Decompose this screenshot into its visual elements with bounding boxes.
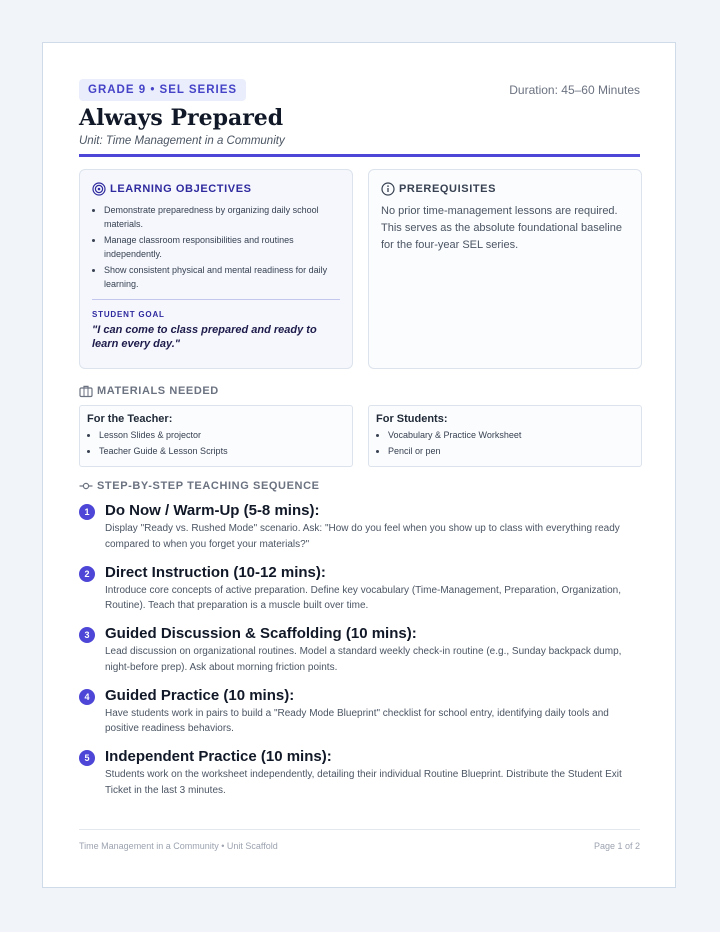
grade-badge: GRADE 9 • SEL SERIES bbox=[79, 79, 246, 101]
step-number: 2 bbox=[79, 566, 95, 582]
footer-divider bbox=[79, 829, 640, 830]
page-title: Always Prepared bbox=[79, 105, 284, 131]
step-title: Guided Practice (10 mins): bbox=[105, 686, 295, 704]
student-goal: "I can come to class prepared and ready to learn every day." bbox=[92, 324, 317, 350]
step-title: Independent Practice (10 mins): bbox=[105, 748, 332, 765]
objective-item: • Demonstrate preparedness by organizing daily school materials. bbox=[104, 203, 340, 231]
page-number: Page 1 of 2 bbox=[593, 841, 640, 851]
step-item bbox=[79, 748, 640, 810]
briefcase-icon bbox=[79, 384, 93, 398]
objectives-heading bbox=[92, 182, 340, 196]
step-item bbox=[79, 502, 640, 564]
step-description: Introduce core concepts of active preparation. Define key vocabulary (Time-Management, Preparation, Organization, Routine). Teach that preparation is a muscle built over time. bbox=[105, 584, 622, 611]
student-materials-list bbox=[376, 427, 634, 459]
student-materials-title: For Students: bbox=[376, 413, 448, 425]
prerequisites-card bbox=[368, 169, 642, 369]
unit-subtitle: Unit: Time Management in a Community bbox=[79, 135, 285, 147]
student-materials-box bbox=[368, 405, 642, 467]
sequence-heading-label: STEP-BY-STEP TEACHING SEQUENCE bbox=[97, 480, 320, 492]
step-number: 3 bbox=[79, 627, 95, 643]
lesson-page bbox=[42, 42, 676, 888]
teaching-steps bbox=[79, 502, 640, 810]
material-item: • Lesson Slides & projector bbox=[99, 427, 345, 443]
step-title: Direct Instruction (10-12 mins): bbox=[105, 563, 326, 581]
material-item: • Teacher Guide & Lesson Scripts bbox=[99, 443, 345, 459]
step-description: Display "Ready vs. Rushed Mode" scenario. Ask: "How do you feel when you show up to class with everything ready compared to when you forget your materials?" bbox=[105, 523, 620, 550]
sequence-heading bbox=[79, 479, 320, 493]
info-icon bbox=[381, 182, 395, 196]
footer-unit-label: Time Management in a Community • Unit Scaffold bbox=[79, 841, 278, 851]
commit-icon bbox=[79, 479, 93, 493]
step-description: Lead discussion on organizational routines. Model a standard weekly check-in routine (e.g., Sunday backpack dump, night-before prep). Ask about morning friction points. bbox=[105, 646, 622, 673]
prerequisites-heading bbox=[381, 182, 629, 196]
objectives-list bbox=[92, 203, 340, 291]
materials-heading-label: MATERIALS NEEDED bbox=[97, 385, 219, 397]
student-goal-label: STUDENT GOAL bbox=[92, 310, 165, 319]
step-title: Do Now / Warm-Up (5-8 mins): bbox=[105, 502, 320, 519]
step-item bbox=[79, 564, 640, 626]
step-item bbox=[79, 625, 640, 687]
step-number: 1 bbox=[79, 504, 95, 520]
learning-objectives-card bbox=[79, 169, 353, 369]
step-number: 5 bbox=[79, 750, 95, 766]
target-icon bbox=[92, 182, 106, 196]
material-item: • Pencil or pen bbox=[388, 443, 634, 459]
step-item bbox=[79, 687, 640, 749]
step-description: Students work on the worksheet independently, detailing their individual Routine Blueprint. Distribute the Student Exit Ticket in the last 3 minutes. bbox=[105, 769, 622, 796]
teacher-materials-list bbox=[87, 427, 345, 459]
goal-divider bbox=[92, 299, 340, 300]
materials-heading bbox=[79, 384, 219, 398]
step-description: Have students work in pairs to build a "Ready Mode Blueprint" checklist for school entry, identifying daily tools and positive readiness behaviors. bbox=[105, 707, 609, 734]
teacher-materials-title: For the Teacher: bbox=[87, 413, 173, 425]
objectives-heading-label: LEARNING OBJECTIVES bbox=[110, 183, 252, 195]
objective-item: • Manage classroom responsibilities and routines independently. bbox=[104, 233, 340, 261]
duration-label: Duration: 45–60 Minutes bbox=[509, 83, 640, 97]
step-number: 4 bbox=[79, 689, 95, 705]
objective-item: • Show consistent physical and mental readiness for daily learning. bbox=[104, 263, 340, 291]
material-item: • Vocabulary & Practice Worksheet bbox=[388, 427, 634, 443]
prerequisites-text: No prior time-management lessons are required. This serves as the absolute foundational baseline for the four-year SEL series. bbox=[381, 205, 622, 251]
step-title: Guided Discussion & Scaffolding (10 mins): bbox=[105, 625, 417, 642]
teacher-materials-box bbox=[79, 405, 353, 467]
prerequisites-heading-label: PREREQUISITES bbox=[399, 183, 497, 195]
title-divider bbox=[79, 154, 640, 157]
